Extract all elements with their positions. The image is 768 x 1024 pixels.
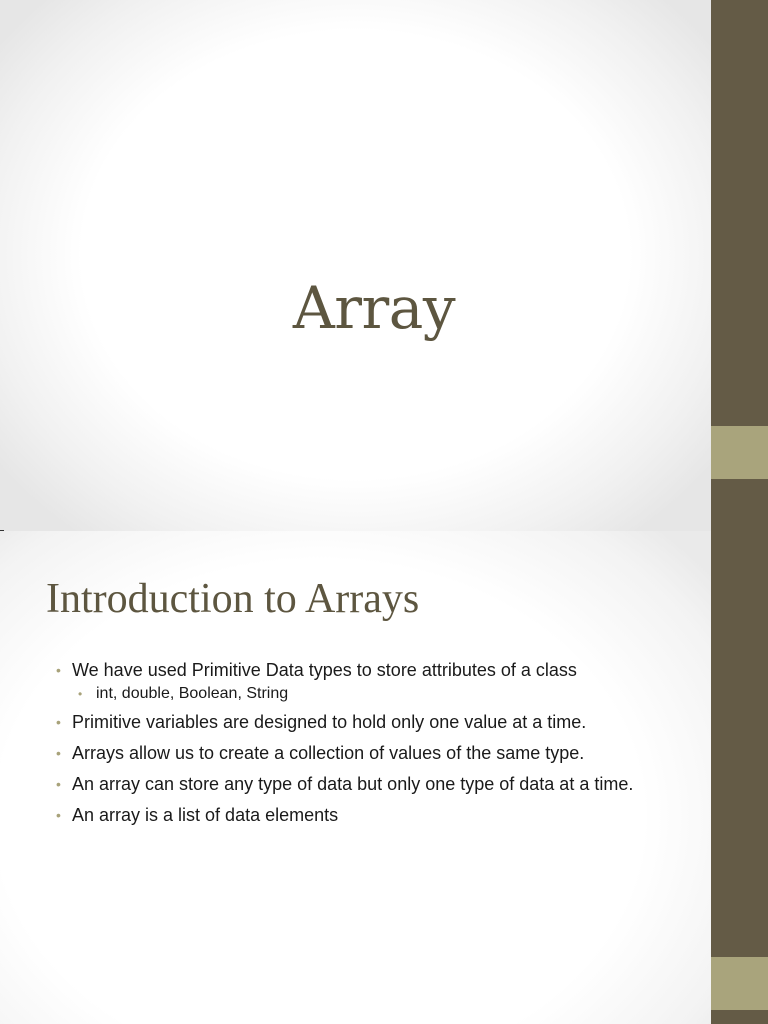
sidebar-accent-block: [711, 426, 768, 479]
slide-content: [0, 531, 711, 1024]
bullet-icon: •: [56, 662, 61, 678]
bullet-item: [54, 659, 654, 704]
bullet-text: An array can store any type of data but only one type of data at a time.: [72, 774, 634, 794]
bullet-icon: •: [56, 745, 61, 761]
bullet-icon: •: [56, 776, 61, 792]
bullet-text: Arrays allow us to create a collection of values of the same type.: [72, 743, 585, 763]
sub-bullet-list: [72, 684, 654, 704]
bullet-icon: •: [56, 714, 61, 730]
decorative-sidebar: [711, 0, 768, 1024]
bullet-icon: •: [56, 807, 61, 823]
bullet-text: Primitive variables are designed to hold only one value at a time.: [72, 712, 587, 732]
sub-bullet-text: int, double, Boolean, String: [96, 685, 289, 702]
slide-heading: Introduction to Arrays: [46, 576, 420, 622]
bullet-list: [54, 659, 654, 835]
bullet-item: [54, 773, 654, 796]
bullet-item: [54, 711, 654, 734]
sub-bullet-item: [72, 684, 654, 704]
bullet-item: [54, 804, 654, 827]
slide-title-text: Array: [292, 274, 456, 342]
bullet-text: An array is a list of data elements: [72, 805, 339, 825]
bullet-item: [54, 742, 654, 765]
sidebar-accent-block: [711, 957, 768, 1010]
bullet-icon: •: [78, 687, 83, 701]
bullet-text: We have used Primitive Data types to store attributes of a class: [72, 660, 577, 680]
slide-title: [0, 0, 711, 531]
